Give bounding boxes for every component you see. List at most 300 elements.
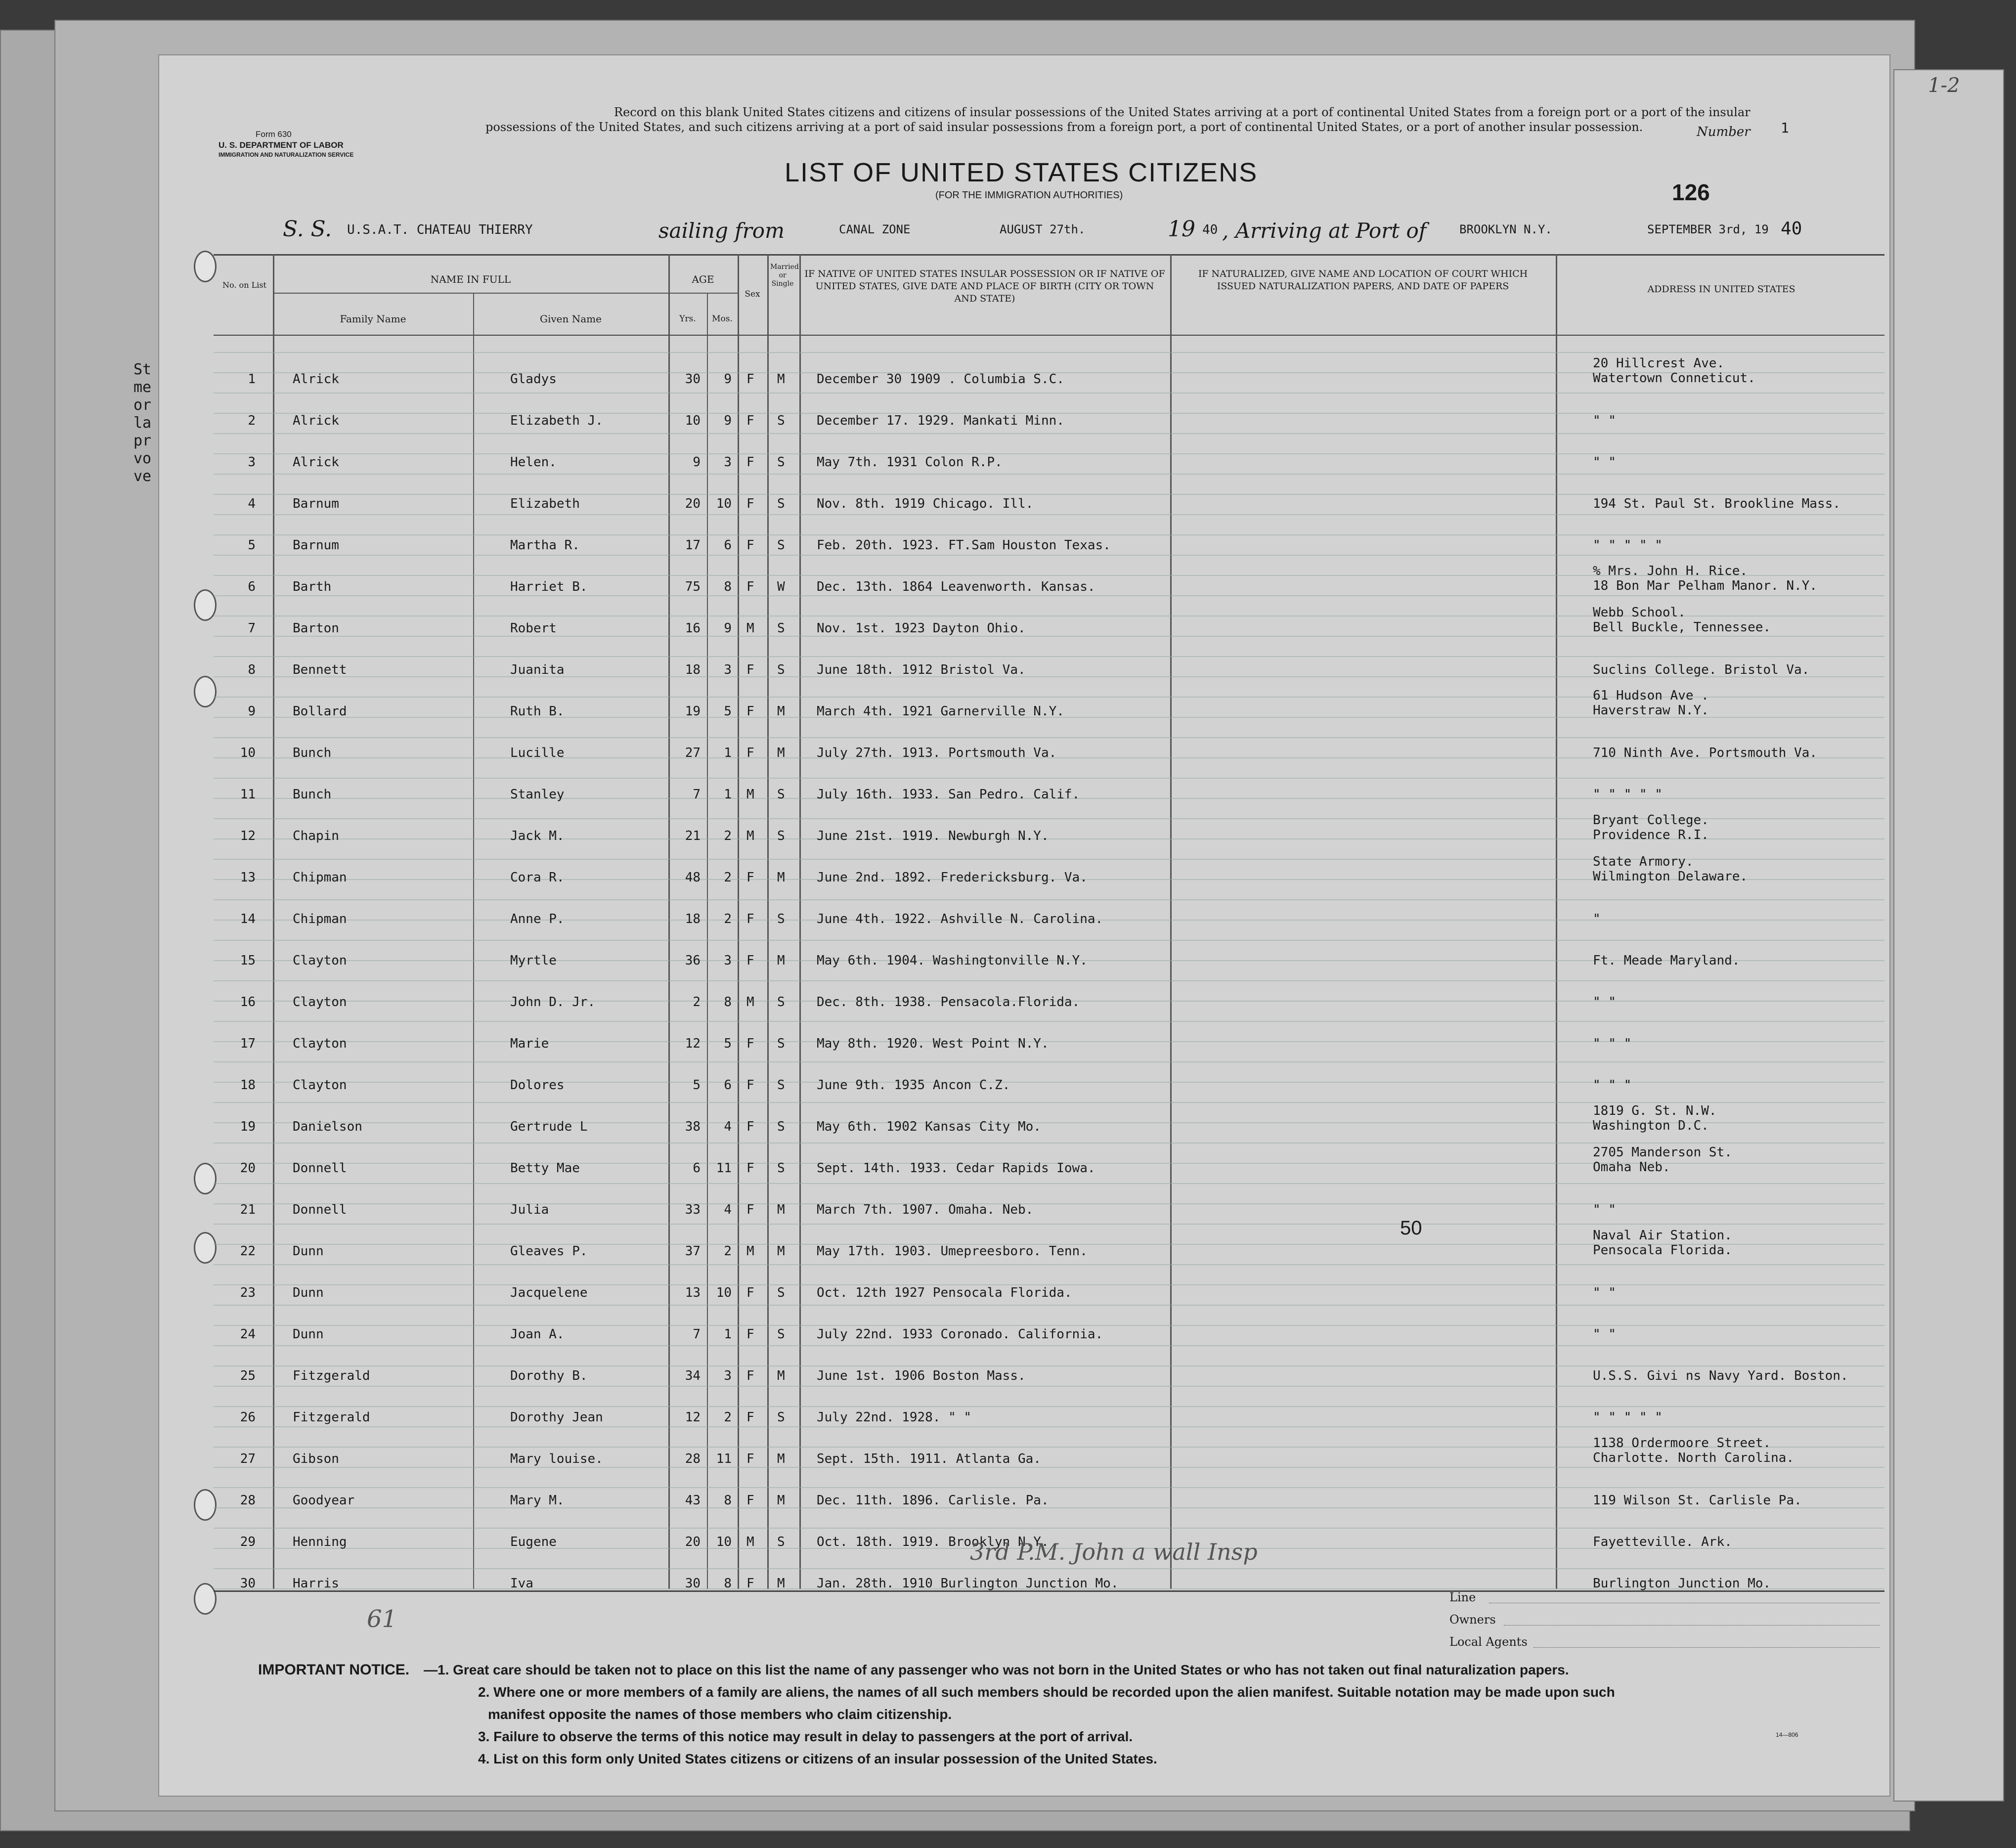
year-suffix: 40	[1202, 222, 1218, 237]
row-number: 22	[240, 1244, 256, 1259]
table-row	[159, 435, 1889, 470]
age-months: 2	[724, 1244, 732, 1259]
right-sheet	[1893, 69, 2004, 1802]
ruled-line	[214, 433, 1885, 434]
table-row	[159, 1390, 1889, 1425]
family-name: Barnum	[293, 496, 339, 511]
naturalized-count: 50	[1400, 1217, 1422, 1239]
age-months: 3	[724, 662, 732, 677]
address-line-2: Wilmington Delaware.	[1593, 869, 1748, 884]
row-number: 6	[248, 579, 256, 594]
instructions: Record on this blank United States citizens and citizens of insular possessions of the United States arriving at a port of continental United States from a foreign port or a port of the insular possessions of the United States, and such citizens arriving at a port of said insular possessions from a foreign port, a port of continental United States, or a port of another insular possession.	[485, 105, 1751, 134]
margin-fragment: St me or la pr vo ve	[133, 361, 152, 485]
given-name: Dorothy Jean	[510, 1410, 603, 1425]
col-given: Given Name	[540, 313, 602, 325]
ruled-line	[214, 514, 1885, 515]
sailing-date: AUGUST 27th.	[1000, 222, 1086, 236]
age-months: 1	[724, 746, 732, 760]
address-line-2: Providence R.I.	[1593, 828, 1709, 842]
age-months: 2	[724, 1410, 732, 1425]
age-years: 12	[685, 1036, 701, 1051]
address-line-1: " " " " "	[1593, 787, 1663, 802]
row-number: 11	[240, 787, 256, 802]
notice-4: 4. List on this form only United States citizens or citizens of an insular possession of the United States.	[478, 1751, 1157, 1766]
sex: F	[746, 455, 754, 470]
line-label: Line	[1449, 1590, 1476, 1604]
row-number: 14	[240, 912, 256, 926]
address-line-2: Omaha Neb.	[1593, 1160, 1670, 1175]
ruled-line	[214, 1345, 1885, 1346]
given-name: Marie	[510, 1036, 549, 1051]
table-row	[159, 1349, 1889, 1383]
birth-info: March 7th. 1907. Omaha. Neb.	[817, 1202, 1034, 1217]
sex: F	[746, 372, 754, 387]
form-number: Form 630	[256, 130, 292, 139]
address-line-1: " "	[1593, 455, 1616, 470]
family-name: Danielson	[293, 1119, 362, 1134]
family-name: Fitzgerald	[293, 1410, 370, 1425]
birth-info: May 17th. 1903. Umepreesboro. Tenn.	[817, 1244, 1088, 1259]
row-number: 12	[240, 829, 256, 843]
table-row	[159, 1100, 1889, 1134]
table-row	[159, 1058, 1889, 1093]
family-name: Barton	[293, 621, 339, 636]
age-months: 2	[724, 912, 732, 926]
family-name: Donnell	[293, 1202, 347, 1217]
citizens-list-form	[158, 54, 1890, 1797]
birth-info: Dec. 11th. 1896. Carlisle. Pa.	[817, 1493, 1049, 1508]
age-months: 8	[724, 995, 732, 1010]
table-row	[159, 1432, 1889, 1466]
notice-2b: manifest opposite the names of those members who claim citizenship.	[488, 1707, 952, 1722]
birth-info: June 2nd. 1892. Fredericksburg. Va.	[817, 870, 1088, 885]
row-number: 24	[240, 1327, 256, 1342]
age-years: 7	[693, 787, 701, 802]
margin-number: 61	[367, 1605, 397, 1633]
sex: F	[746, 953, 754, 968]
address-line-2: Haverstraw N.Y.	[1593, 703, 1709, 718]
notice-title: IMPORTANT NOTICE.	[258, 1662, 410, 1678]
marital-status: S	[777, 1535, 785, 1549]
sex: F	[746, 870, 754, 885]
family-name: Dunn	[293, 1285, 324, 1300]
given-name: Betty Mae	[510, 1161, 580, 1176]
marital-status: M	[777, 1576, 785, 1591]
table-row	[159, 1183, 1889, 1217]
sex: F	[746, 1078, 754, 1093]
marital-status: S	[777, 995, 785, 1010]
table-row	[159, 1141, 1889, 1176]
sex: M	[746, 621, 754, 636]
family-name: Bollard	[293, 704, 347, 719]
marital-status: S	[777, 1161, 785, 1176]
ruled-line	[214, 1467, 1885, 1468]
address-line-2: Charlotte. North Carolina.	[1593, 1451, 1794, 1465]
age-years: 37	[685, 1244, 701, 1259]
given-name: Stanley	[510, 787, 565, 802]
family-name: Clayton	[293, 1036, 347, 1051]
family-name: Goodyear	[293, 1493, 355, 1508]
address-line-1: 710 Ninth Ave. Portsmouth Va.	[1593, 746, 1817, 760]
address-line-1: State Armory.	[1593, 854, 1694, 869]
table-row	[159, 394, 1889, 428]
birth-info: Jan. 28th. 1910 Burlington Junction Mo.	[817, 1576, 1119, 1591]
age-months: 8	[724, 1493, 732, 1508]
ruled-line	[214, 474, 1885, 475]
sex: F	[746, 1368, 754, 1383]
age-years: 16	[685, 621, 701, 636]
given-name: Eugene	[510, 1535, 557, 1549]
age-months: 11	[716, 1452, 732, 1466]
birth-info: July 22nd. 1933 Coronado. California.	[817, 1327, 1103, 1342]
address-line-2: Watertown Conneticut.	[1593, 371, 1755, 386]
row-number: 16	[240, 995, 256, 1010]
age-years: 9	[693, 455, 701, 470]
marital-status: S	[777, 1410, 785, 1425]
table-row	[159, 975, 1889, 1010]
owners-rule	[1504, 1625, 1880, 1626]
birth-info: July 16th. 1933. San Pedro. Calif.	[817, 787, 1080, 802]
age-years: 2	[693, 995, 701, 1010]
age-months: 10	[716, 1535, 732, 1549]
family-name: Dunn	[293, 1244, 324, 1259]
age-years: 20	[685, 496, 701, 511]
sex: M	[746, 995, 754, 1010]
row-number: 30	[240, 1576, 256, 1591]
sex: F	[746, 496, 754, 511]
given-name: Ruth B.	[510, 704, 565, 719]
subheader-divider	[273, 293, 738, 294]
address-line-1: Naval Air Station.	[1593, 1228, 1732, 1243]
age-months: 4	[724, 1119, 732, 1134]
address-line-1: 2705 Manderson St.	[1593, 1145, 1732, 1160]
age-months: 9	[724, 372, 732, 387]
given-name: Julia	[510, 1202, 549, 1217]
family-name: Clayton	[293, 995, 347, 1010]
address-line-1: Burlington Junction Mo.	[1593, 1576, 1771, 1591]
header-divider	[214, 335, 1885, 336]
sex: F	[746, 1493, 754, 1508]
family-name: Barnum	[293, 538, 339, 553]
table-row	[159, 1307, 1889, 1342]
row-number: 7	[248, 621, 256, 636]
given-name: Anne P.	[510, 912, 565, 926]
given-name: Gleaves P.	[510, 1244, 588, 1259]
address-line-1: "	[1593, 912, 1601, 926]
family-name: Bunch	[293, 746, 332, 760]
notice-1: —1. Great care should be taken not to place on this list the name of any passenger who was not born in the United States or who has not taken out final naturalization papers.	[424, 1662, 1569, 1677]
age-months: 9	[724, 413, 732, 428]
age-years: 43	[685, 1493, 701, 1508]
given-name: Mary louise.	[510, 1452, 603, 1466]
col-address: ADDRESS IN UNITED STATES	[1647, 284, 1796, 295]
given-name: Cora R.	[510, 870, 565, 885]
row-number: 13	[240, 870, 256, 885]
table-row	[159, 809, 1889, 843]
family-name: Barth	[293, 579, 332, 594]
ss-label: S. S.	[283, 217, 332, 242]
sex: F	[746, 1576, 754, 1591]
address-line-2: Bell Buckle, Tennessee.	[1593, 620, 1771, 635]
sex: F	[746, 912, 754, 926]
table-row	[159, 767, 1889, 802]
marital-status: S	[777, 1119, 785, 1134]
table-row	[159, 1266, 1889, 1300]
given-name: Juanita	[510, 662, 565, 677]
address-line-1: Bryant College.	[1593, 813, 1709, 828]
marital-status: M	[777, 372, 785, 387]
age-years: 36	[685, 953, 701, 968]
age-years: 10	[685, 413, 701, 428]
marital-status: M	[777, 1244, 785, 1259]
arrival-year: 40	[1781, 219, 1802, 239]
agents-rule	[1534, 1647, 1880, 1648]
inspector-note: 3rd P.M. John a wall Insp	[970, 1539, 1258, 1565]
given-name: Mary M.	[510, 1493, 565, 1508]
age-years: 38	[685, 1119, 701, 1134]
table-row	[159, 1224, 1889, 1259]
family-name: Chapin	[293, 829, 339, 843]
birth-info: July 27th. 1913. Portsmouth Va.	[817, 746, 1057, 760]
sex: M	[746, 1244, 754, 1259]
given-name: Jacquelene	[510, 1285, 588, 1300]
address-line-1: 61 Hudson Ave .	[1593, 688, 1709, 703]
row-number: 27	[240, 1452, 256, 1466]
col-married: Married or Single	[770, 263, 799, 288]
family-name: Clayton	[293, 1078, 347, 1093]
ship-name: U.S.A.T. CHATEAU THIERRY	[347, 222, 533, 237]
row-number: 4	[248, 496, 256, 511]
row-number: 10	[240, 746, 256, 760]
agents-label: Local Agents	[1449, 1635, 1528, 1649]
address-line-1: " " "	[1593, 1078, 1632, 1093]
given-name: Martha R.	[510, 538, 580, 553]
number-value: 1	[1781, 120, 1789, 136]
sex: F	[746, 1452, 754, 1466]
sex: F	[746, 746, 754, 760]
age-months: 6	[724, 538, 732, 553]
age-years: 75	[685, 579, 701, 594]
age-years: 18	[685, 662, 701, 677]
age-months: 3	[724, 1368, 732, 1383]
given-name: Joan A.	[510, 1327, 565, 1342]
row-number: 26	[240, 1410, 256, 1425]
row-number: 15	[240, 953, 256, 968]
family-name: Chipman	[293, 870, 347, 885]
family-name: Bennett	[293, 662, 347, 677]
birth-info: Nov. 8th. 1919 Chicago. Ill.	[817, 496, 1034, 511]
address-line-1: 1819 G. St. N.W.	[1593, 1103, 1717, 1118]
ruled-line	[214, 1426, 1885, 1427]
table-row	[159, 892, 1889, 926]
sex: F	[746, 662, 754, 677]
year-prefix: 19	[1168, 217, 1195, 242]
age-years: 30	[685, 372, 701, 387]
marital-status: M	[777, 870, 785, 885]
age-years: 20	[685, 1535, 701, 1549]
row-number: 5	[248, 538, 256, 553]
row-number: 29	[240, 1535, 256, 1549]
age-years: 33	[685, 1202, 701, 1217]
address-line-1: " "	[1593, 995, 1616, 1010]
marital-status: M	[777, 746, 785, 760]
form-subtitle: (FOR THE IMMIGRATION AUTHORITIES)	[935, 190, 1123, 201]
marital-status: S	[777, 662, 785, 677]
sex: F	[746, 1410, 754, 1425]
col-name-in-full: NAME IN FULL	[430, 273, 511, 285]
age-months: 9	[724, 621, 732, 636]
marital-status: S	[777, 455, 785, 470]
sex: F	[746, 704, 754, 719]
sex: F	[746, 1036, 754, 1051]
table-row	[159, 352, 1889, 387]
given-name: Myrtle	[510, 953, 557, 968]
age-months: 5	[724, 704, 732, 719]
marital-status: S	[777, 538, 785, 553]
row-number: 19	[240, 1119, 256, 1134]
age-years: 5	[693, 1078, 701, 1093]
address-line-1: " "	[1593, 1202, 1616, 1217]
marital-status: S	[777, 1285, 785, 1300]
row-number: 21	[240, 1202, 256, 1217]
marital-status: S	[777, 787, 785, 802]
marital-status: S	[777, 621, 785, 636]
col-native: IF NATIVE OF UNITED STATES INSULAR POSSESSION OR IF NATIVE OF UNITED STATES, GIVE DATE AND PLACE OF BIRTH (CITY OR TOWN AND STATE)	[804, 268, 1165, 304]
marital-status: S	[777, 1036, 785, 1051]
address-line-1: U.S.S. Givi ns Navy Yard. Boston.	[1593, 1368, 1848, 1383]
family-name: Chipman	[293, 912, 347, 926]
marital-status: S	[777, 496, 785, 511]
form-code: 14—806	[1776, 1731, 1798, 1738]
ruled-line	[214, 555, 1885, 556]
given-name: Jack M.	[510, 829, 565, 843]
birth-info: March 4th. 1921 Garnerville N.Y.	[817, 704, 1064, 719]
row-number: 2	[248, 413, 256, 428]
age-years: 6	[693, 1161, 701, 1176]
service: IMMIGRATION AND NATURALIZATION SERVICE	[219, 151, 354, 158]
address-line-2: Washington D.C.	[1593, 1118, 1709, 1133]
sex: F	[746, 1202, 754, 1217]
given-name: Gertrude L	[510, 1119, 588, 1134]
table-row	[159, 1473, 1889, 1508]
table-row	[159, 684, 1889, 719]
given-name: Gladys	[510, 372, 557, 387]
table-row	[159, 518, 1889, 553]
birth-info: May 6th. 1904. Washingtonville N.Y.	[817, 953, 1088, 968]
marital-status: S	[777, 829, 785, 843]
family-name: Dunn	[293, 1327, 324, 1342]
given-name: Elizabeth	[510, 496, 580, 511]
page-number: 126	[1672, 179, 1710, 205]
birth-info: June 9th. 1935 Ancon C.Z.	[817, 1078, 1010, 1093]
address-line-1: Ft. Meade Maryland.	[1593, 953, 1740, 968]
age-months: 10	[716, 496, 732, 511]
age-years: 27	[685, 746, 701, 760]
ruled-line	[214, 595, 1885, 596]
row-number: 23	[240, 1285, 256, 1300]
owners-label: Owners	[1449, 1613, 1496, 1627]
sex: F	[746, 413, 754, 428]
birth-info: June 1st. 1906 Boston Mass.	[817, 1368, 1026, 1383]
table-row	[159, 560, 1889, 594]
address-line-1: " "	[1593, 413, 1616, 428]
given-name: Elizabeth J.	[510, 413, 603, 428]
birth-info: Sept. 15th. 1911. Atlanta Ga.	[817, 1452, 1041, 1466]
given-name: Iva	[510, 1576, 533, 1591]
address-line-1: Webb School.	[1593, 605, 1686, 620]
address-line-1: 119 Wilson St. Carlisle Pa.	[1593, 1493, 1802, 1508]
ruled-line	[214, 1386, 1885, 1387]
birth-info: Feb. 20th. 1923. FT.Sam Houston Texas.	[817, 538, 1111, 553]
arrival-date: SEPTEMBER 3rd, 19	[1647, 222, 1769, 236]
birth-info: June 18th. 1912 Bristol Va.	[817, 662, 1026, 677]
family-name: Alrick	[293, 455, 339, 470]
age-years: 28	[685, 1452, 701, 1466]
table-row	[159, 933, 1889, 968]
table-row	[159, 601, 1889, 636]
sex: M	[746, 1535, 754, 1549]
age-months: 8	[724, 579, 732, 594]
marital-status: M	[777, 1452, 785, 1466]
birth-info: Nov. 1st. 1923 Dayton Ohio.	[817, 621, 1026, 636]
age-months: 3	[724, 953, 732, 968]
birth-info: December 30 1909 . Columbia S.C.	[817, 372, 1064, 387]
corner-mark: 1-2	[1928, 74, 1960, 97]
ruled-line	[214, 636, 1885, 637]
birth-info: Oct. 12th 1927 Pensocala Florida.	[817, 1285, 1072, 1300]
address-line-1: " " " " "	[1593, 1410, 1663, 1425]
birth-info: December 17. 1929. Mankati Minn.	[817, 413, 1064, 428]
age-years: 18	[685, 912, 701, 926]
address-line-1: " "	[1593, 1285, 1616, 1300]
family-name: Bunch	[293, 787, 332, 802]
table-row	[159, 477, 1889, 511]
ruled-line	[214, 1264, 1885, 1265]
age-years: 17	[685, 538, 701, 553]
birth-info: May 6th. 1902 Kansas City Mo.	[817, 1119, 1041, 1134]
marital-status: S	[777, 413, 785, 428]
given-name: Harriet B.	[510, 579, 588, 594]
col-family: Family Name	[340, 313, 406, 325]
col-yrs: Yrs.	[679, 314, 696, 324]
age-months: 3	[724, 455, 732, 470]
from-port: CANAL ZONE	[839, 222, 911, 236]
form-title: LIST OF UNITED STATES CITIZENS	[785, 158, 1258, 187]
sex: F	[746, 1119, 754, 1134]
notice-3: 3. Failure to observe the terms of this notice may result in delay to passengers at the port of arrival.	[478, 1729, 1133, 1744]
age-years: 13	[685, 1285, 701, 1300]
age-years: 7	[693, 1327, 701, 1342]
arriving-label: , Arriving at Port of	[1222, 219, 1427, 243]
sex: F	[746, 1285, 754, 1300]
col-sex: Sex	[745, 289, 760, 299]
number-label: Number	[1697, 125, 1751, 139]
row-number: 18	[240, 1078, 256, 1093]
age-months: 10	[716, 1285, 732, 1300]
age-months: 6	[724, 1078, 732, 1093]
table-row	[159, 1016, 1889, 1051]
table-row	[159, 643, 1889, 677]
col-age: AGE	[692, 273, 714, 285]
address-line-2: 18 Bon Mar Pelham Manor. N.Y.	[1593, 578, 1817, 593]
sex: F	[746, 1161, 754, 1176]
age-months: 1	[724, 787, 732, 802]
sex: F	[746, 579, 754, 594]
marital-status: M	[777, 704, 785, 719]
birth-info: Sept. 14th. 1933. Cedar Rapids Iowa.	[817, 1161, 1096, 1176]
age-months: 2	[724, 870, 732, 885]
address-line-1: 194 St. Paul St. Brookline Mass.	[1593, 496, 1841, 511]
